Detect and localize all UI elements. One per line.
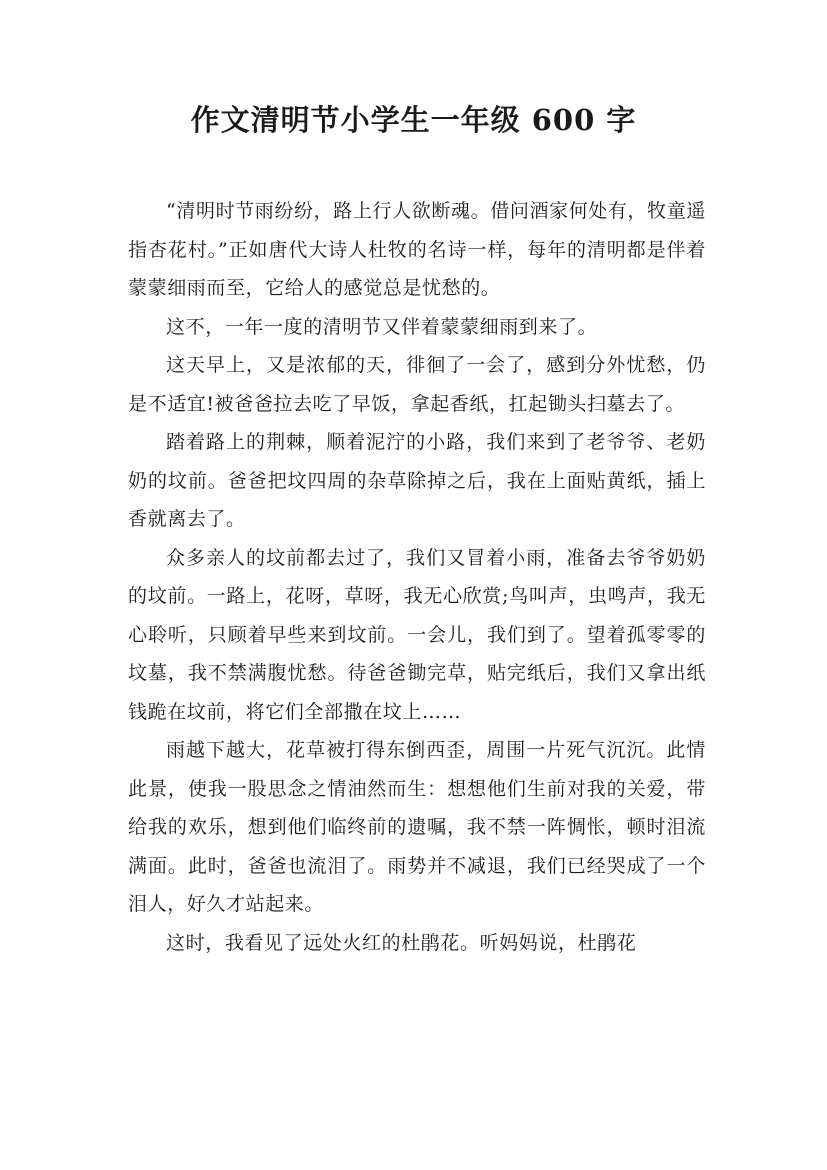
paragraph-7: 这时，我看见了远处火红的杜鹃花。听妈妈说，杜鹃花 <box>166 931 637 954</box>
paragraph-1: “清明时节雨纷纷，路上行人欲断魂。借问酒家何处有，牧童遥指杏花村。”正如唐代大诗人杜牧的名诗一样，每年的清明都是伴着蒙蒙细雨而至，它给人的感觉总是忧愁的。 <box>128 200 706 299</box>
paragraph-3: 这天早上，又是浓郁的天，徘徊了一会了，感到分外忧愁，仍是不适宜!被爸爸拉去吃了早饭，拿起香纸，扛起锄头扫墓去了。 <box>128 354 706 415</box>
paragraph-4: 踏着路上的荆棘，顺着泥泞的小路，我们来到了老爷爷、老奶奶的坟前。爸爸把坟四周的杂草除掉之后，我在上面贴黄纸，插上香就离去了。 <box>128 431 706 530</box>
document-title: 作文清明节小学生一年级 600 字 <box>190 103 637 137</box>
document-body <box>128 192 706 962</box>
paragraph-5: 众多亲人的坟前都去过了，我们又冒着小雨，准备去爷爷奶奶的坟前。一路上，花呀，草呀，我无心欣赏;鸟叫声，虫鸣声，我无心聆听，只顾着早些来到坟前。一会儿，我们到了。望着孤零零的坟墓，我不禁满腹忧愁。待爸爸锄完草，贴完纸后，我们又拿出纸钱跪在坟前，将它们全部撒在坟上…… <box>128 546 706 723</box>
paragraph-2: 这不，一年一度的清明节又伴着蒙蒙细雨到来了。 <box>166 315 598 338</box>
paragraph-6: 雨越下越大，花草被打得东倒西歪，周围一片死气沉沉。此情此景，使我一股思念之情油然而生：想想他们生前对我的关爱，带给我的欢乐，想到他们临终前的遗嘱，我不禁一阵惆怅，顿时泪流满面。此时，爸爸也流泪了。雨势并不减退，我们已经哭成了一个泪人，好久才站起来。 <box>128 739 706 915</box>
